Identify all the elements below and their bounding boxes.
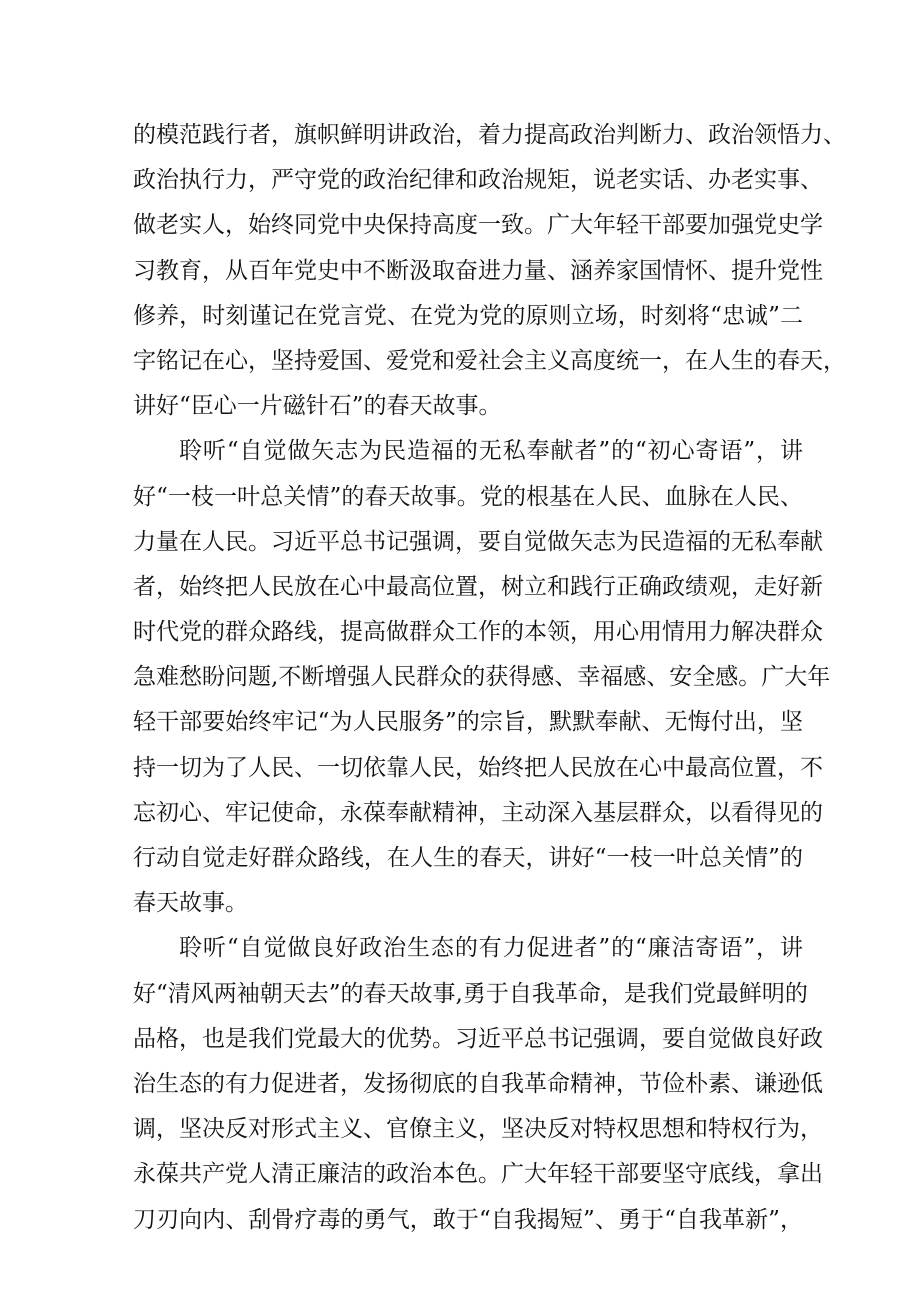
text-line: 讲好“臣心一片磁针石”的春天故事。 (133, 393, 502, 420)
text-line: 习教育，从百年党史中不断汲取奋进力量、涵养家国情怀、提升党性 (133, 257, 823, 284)
text-line: 做老实人，始终同党中央保持高度一致。广大年轻干部要加强党史学 (133, 212, 823, 239)
text-line: 力量在人民。习近平总书记强调，要自觉做矢志为民造福的无私奉献 (133, 528, 823, 555)
text-line: 忘初心、牢记使命，永葆奉献精神，主动深入基层群众，以看得见的 (133, 799, 823, 826)
text-line: 时代党的群众路线，提高做群众工作的本领，用心用情用力解决群众 (133, 619, 823, 646)
text-line: 的模范践行者，旗帜鲜明讲政治，着力提高政治判断力、政治领悟力、 (133, 122, 846, 148)
text-line: 行动自觉走好群众路线，在人生的春天，讲好“一枝一叶总关情”的 (133, 845, 803, 871)
text-line: 品格，也是我们党最大的优势。习近平总书记强调，要自觉做良好政 (133, 1025, 823, 1052)
text-line: 轻干部要始终牢记“为人民服务”的宗旨，默默奉献、无悔付出，坚 (133, 709, 803, 736)
text-line: 字铭记在心，坚持爱国、爱党和爱社会主义高度统一，在人生的春天， (133, 347, 846, 374)
paragraph-start-line: 聆听“自觉做矢志为民造福的无私奉献者”的“初心寄语”，讲 (179, 438, 803, 465)
text-line: 政治执行力，严守党的政治纪律和政治规矩，说老实话、办老实事、 (133, 167, 823, 194)
text-line: 急难愁盼问题,不断增强人民群众的获得感、幸福感、安全感。广大年 (133, 664, 831, 691)
text-line: 好“清风两袖朝天去”的春天故事,勇于自我革命，是我们党最鲜明的 (133, 980, 808, 1007)
paragraph-start-line: 聆听“自觉做良好政治生态的有力促进者”的“廉洁寄语”，讲 (179, 935, 803, 962)
text-line: 持一切为了人民、一切依靠人民，始终把人民放在心中最高位置，不 (133, 754, 823, 781)
text-line: 永葆共产党人清正廉洁的政治本色。广大年轻干部要坚守底线，拿出 (133, 1161, 823, 1188)
text-line: 者，始终把人民放在心中最高位置，树立和践行正确政绩观，走好新 (133, 573, 823, 600)
text-line: 调，坚决反对形式主义、官僚主义，坚决反对特权思想和特权行为， (133, 1116, 823, 1143)
text-line: 修养，时刻谨记在党言党、在党为党的原则立场，时刻将“忠诚”二 (133, 302, 803, 329)
text-line: 好“一枝一叶总关情”的春天故事。党的根基在人民、血脉在人民、 (133, 483, 803, 510)
body-text (133, 113, 846, 1243)
text-line: 治生态的有力促进者，发扬彻底的自我革命精神，节俭朴素、谦逊低 (133, 1070, 823, 1097)
text-line: 刀刃向内、刮骨疗毒的勇气，敢于“自我揭短”、勇于“自我革新”， (133, 1206, 803, 1233)
text-line: 春天故事。 (133, 890, 248, 917)
